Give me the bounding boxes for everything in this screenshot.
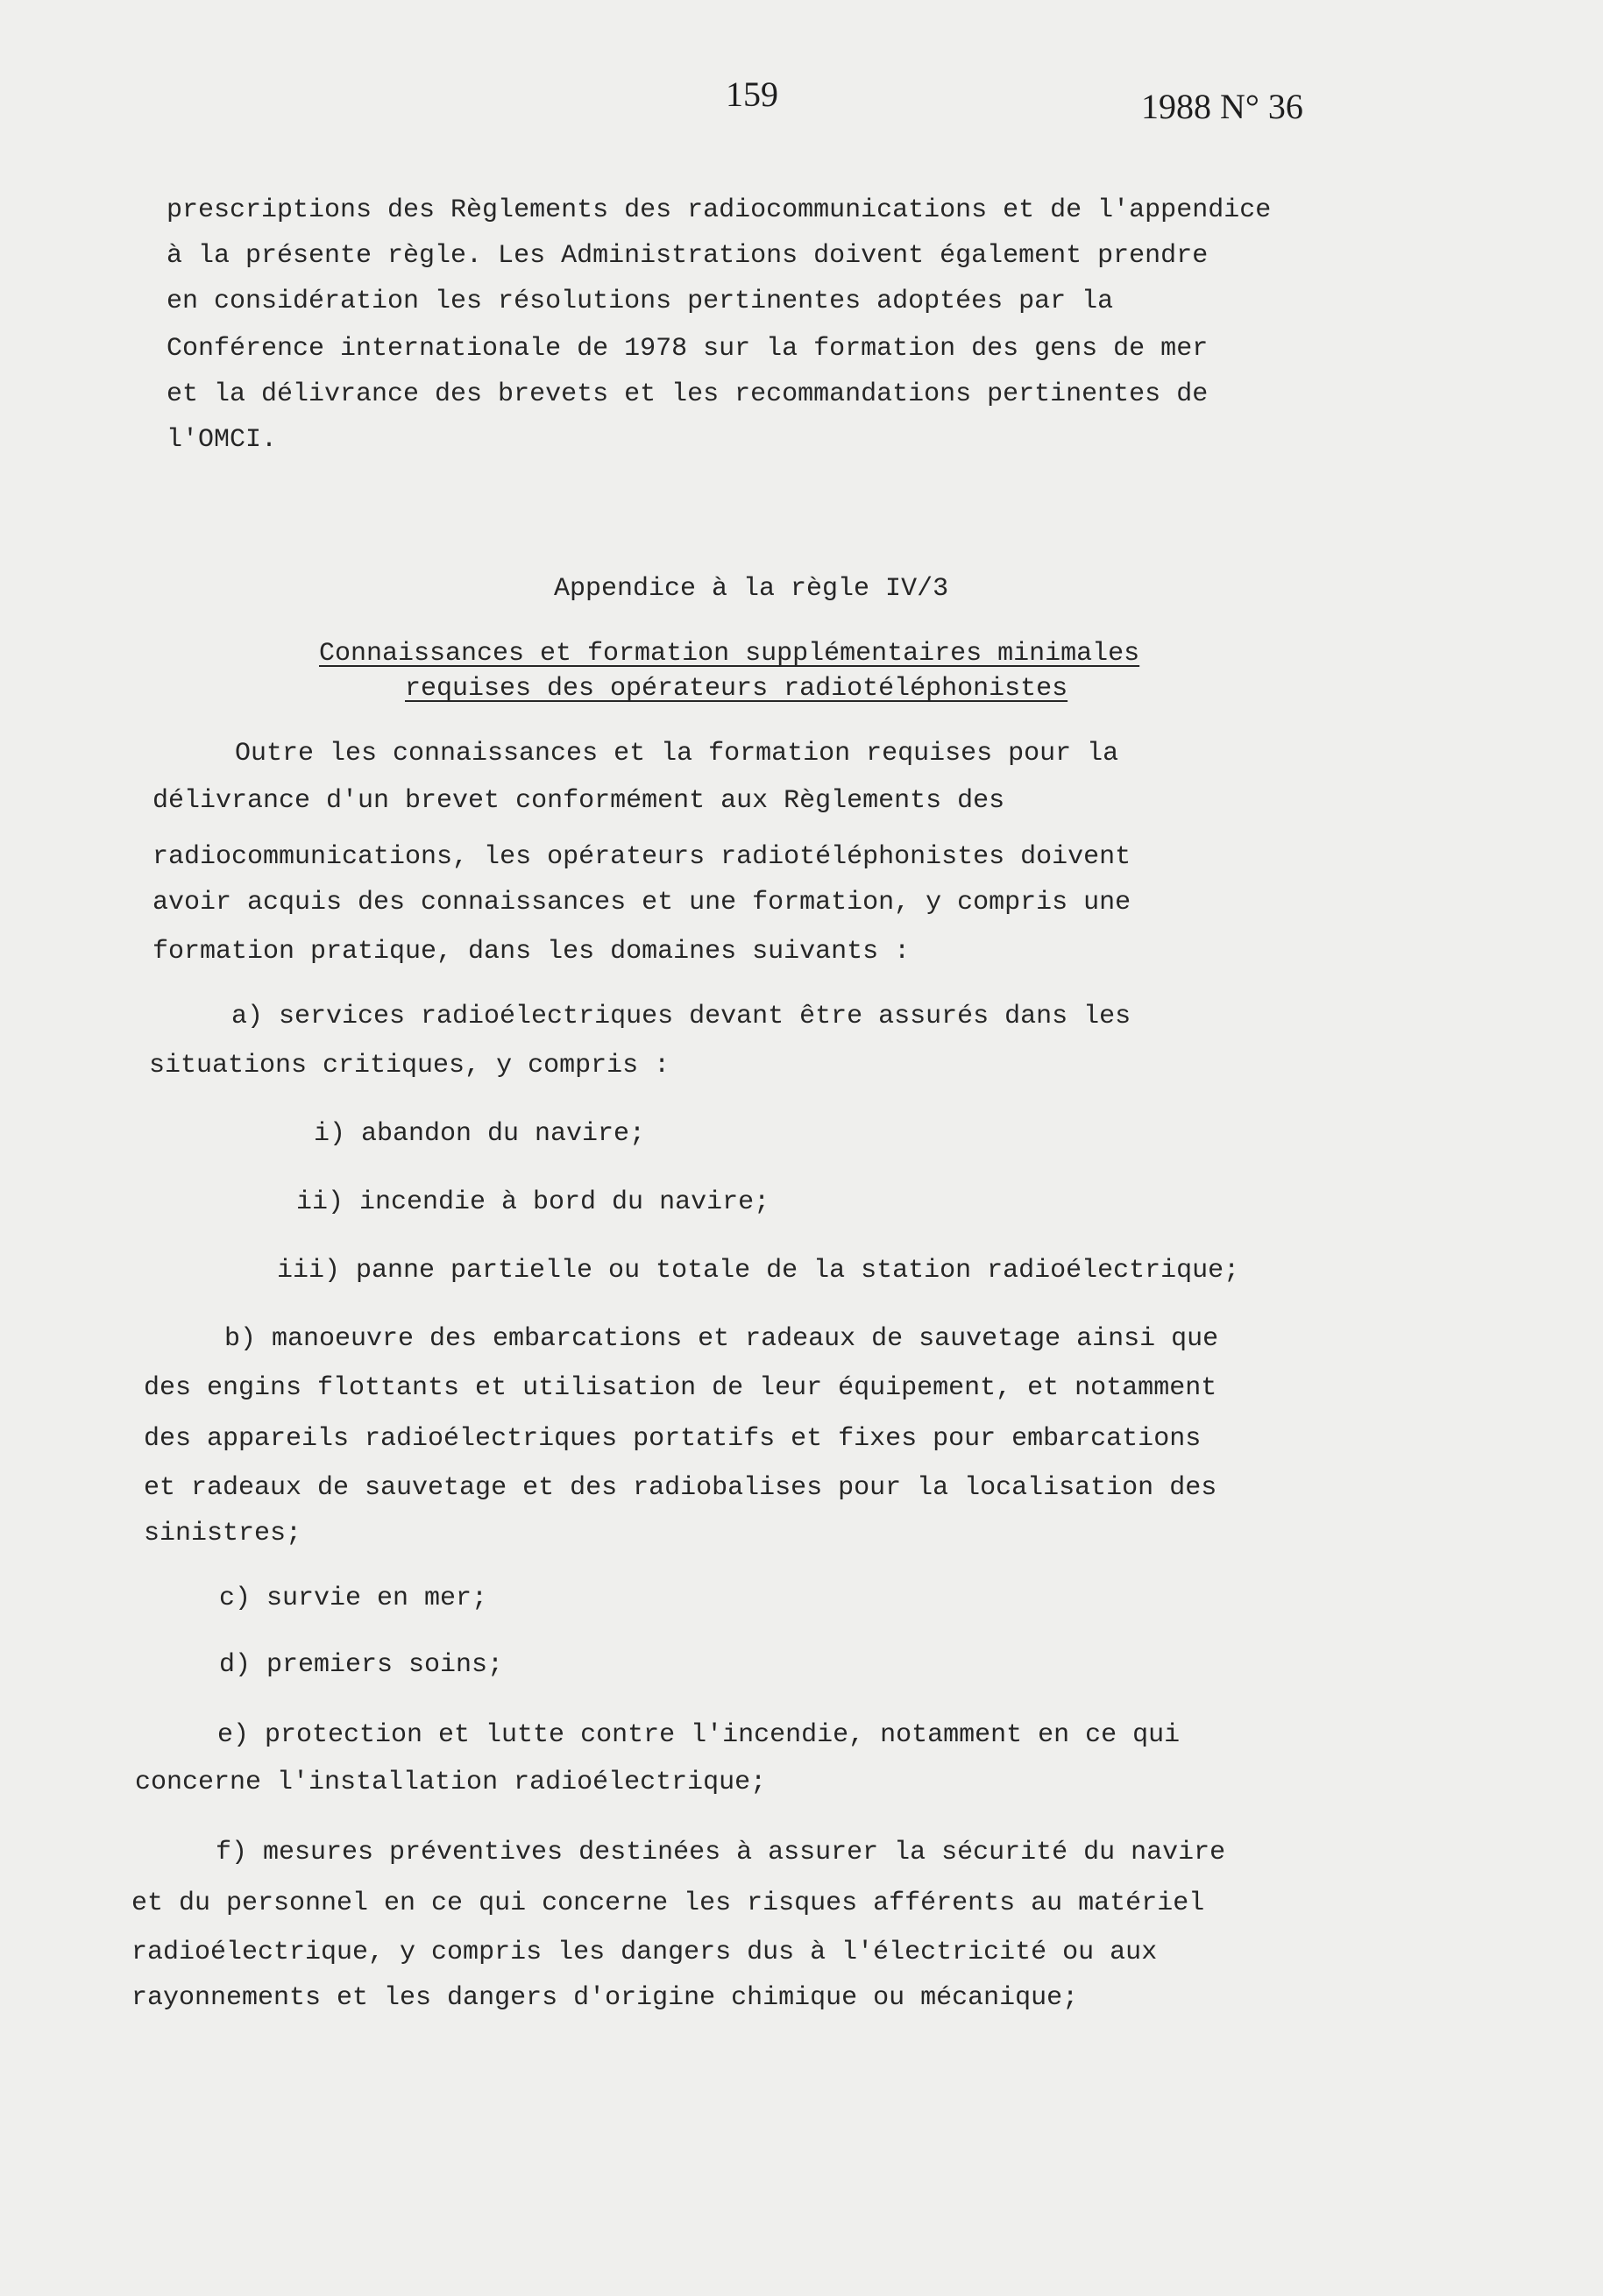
appendix-title: Appendice à la règle IV/3 xyxy=(554,574,949,604)
item-f-line: et du personnel en ce qui concerne les risques afférents au matériel xyxy=(131,1889,1205,1918)
section-title-line: Connaissances et formation supplémentaires minimales xyxy=(319,639,1140,669)
item-b-line: des appareils radioélectriques portatifs et fixes pour embarcations xyxy=(144,1424,1202,1454)
body-line: formation pratique, dans les domaines suivants : xyxy=(152,937,911,967)
item-f-line: f) mesures préventives destinées à assurer la sécurité du navire xyxy=(216,1838,1226,1867)
issue-number: 1988 N° 36 xyxy=(1141,87,1303,126)
body-line: délivrance d'un brevet conformément aux Règlements des xyxy=(152,786,1005,816)
item-c: c) survie en mer; xyxy=(219,1584,488,1613)
sub-item: iii) panne partielle ou totale de la station radioélectrique; xyxy=(277,1256,1240,1286)
sub-item: ii) incendie à bord du navire; xyxy=(296,1187,770,1217)
item-b-line: sinistres; xyxy=(144,1519,302,1548)
item-f-line: radioélectrique, y compris les dangers dus à l'électricité ou aux xyxy=(131,1938,1158,1967)
item-a-line: situations critiques, y compris : xyxy=(149,1051,670,1081)
intro-line: prescriptions des Règlements des radiocommunications et de l'appendice xyxy=(167,195,1272,225)
item-b-line: b) manoeuvre des embarcations et radeaux de sauvetage ainsi que xyxy=(224,1324,1219,1354)
body-line: Outre les connaissances et la formation requises pour la xyxy=(235,739,1119,769)
page-number: 159 xyxy=(726,74,778,114)
intro-line: à la présente règle. Les Administrations doivent également prendre xyxy=(167,241,1209,271)
body-line: radiocommunications, les opérateurs radiotéléphonistes doivent xyxy=(152,842,1131,872)
intro-line: l'OMCI. xyxy=(167,425,278,455)
item-b-line: et radeaux de sauvetage et des radiobalises pour la localisation des xyxy=(144,1473,1217,1503)
body-line: avoir acquis des connaissances et une formation, y compris une xyxy=(152,888,1131,918)
item-a-line: a) services radioélectriques devant être assurés dans les xyxy=(231,1002,1131,1031)
section-title-line: requises des opérateurs radiotéléphonistes xyxy=(405,674,1068,704)
item-b-line: des engins flottants et utilisation de leur équipement, et notamment xyxy=(144,1373,1217,1403)
item-e-line: concerne l'installation radioélectrique; xyxy=(135,1768,767,1797)
item-e-line: e) protection et lutte contre l'incendie, notamment en ce qui xyxy=(217,1720,1181,1750)
intro-line: et la délivrance des brevets et les recommandations pertinentes de xyxy=(167,379,1209,409)
sub-item: i) abandon du navire; xyxy=(314,1119,646,1149)
item-d: d) premiers soins; xyxy=(219,1650,504,1680)
intro-line: en considération les résolutions pertinentes adoptées par la xyxy=(167,287,1114,316)
intro-line: Conférence internationale de 1978 sur la formation des gens de mer xyxy=(167,334,1209,364)
item-f-line: rayonnements et les dangers d'origine chimique ou mécanique; xyxy=(131,1983,1079,2013)
